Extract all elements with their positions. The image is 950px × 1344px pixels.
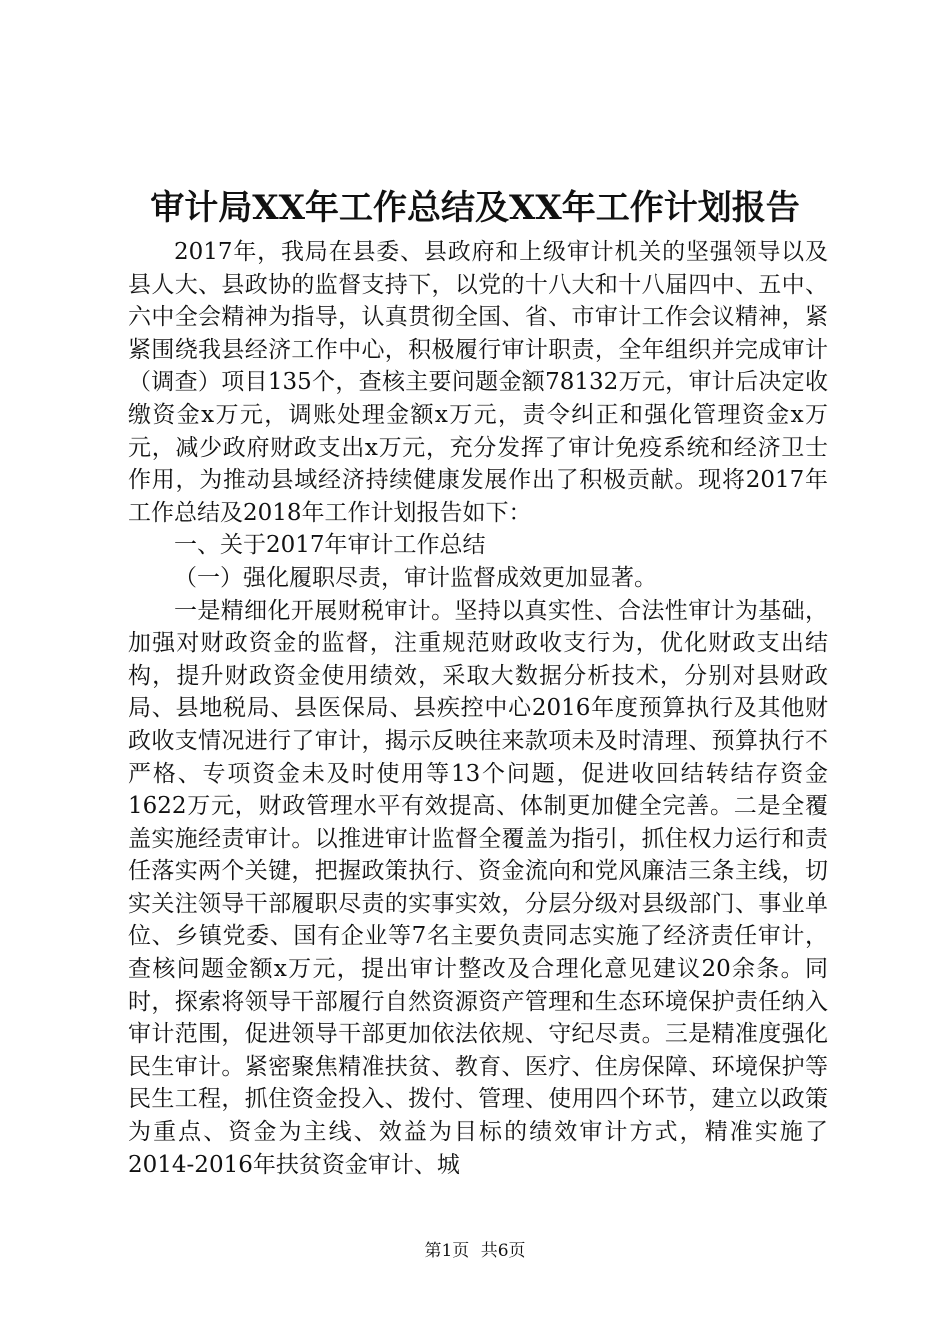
section-heading-1: 一、关于2017年审计工作总结: [174, 532, 486, 559]
subsection-heading-1: （一）强化履职尽责，审计监督成效更加显著。: [174, 564, 657, 591]
document-body: [128, 236, 828, 1181]
paragraph-audit-details: 一是精细化开展财税审计。坚持以真实性、合法性审计为基础，加强对财政资金的监督，注重规范财政收支行为，优化财政支出结构，提升财政资金使用绩效，采取大数据分析技术，分别对县财政局、县地税局、县医保局、县疾控中心2016年度预算执行及其他财政收支情况进行了审计，揭示反映往来款项未及时清理、预算执行不严格、专项资金未及时使用等13个问题，促进收回结转结存资金1622万元，财政管理水平有效提高、体制更加健全完善。二是全覆盖实施经责审计。以推进审计监督全覆盖为指引，抓住权力运行和责任落实两个关键，把握政策执行、资金流向和党风廉洁三条主线，切实关注领导干部履职尽责的实事实效，分层分级对县级部门、事业单位、乡镇党委、国有企业等7名主要负责同志实施了经济责任审计，查核问题金额x万元，提出审计整改及合理化意见建议20余条。同时，探索将领导干部履行自然资源资产管理和生态环境保护责任纳入审计范围，促进领导干部更加依法依规、守纪尽责。三是精准度强化民生审计。紧密聚焦精准扶贫、教育、医疗、住房保障、环境保护等民生工程，抓住资金投入、拨付、管理、使用四个环节，建立以政策为重点、资金为主线、效益为目标的绩效审计方式，精准实施了2014-2016年扶贫资金审计、城: [128, 597, 828, 1178]
page-number: 第1页: [424, 1241, 470, 1261]
document-title: 审计局XX年工作总结及XX年工作计划报告: [150, 188, 800, 228]
paragraph-intro: 2017年，我局在县委、县政府和上级审计机关的坚强领导以及县人大、县政协的监督支持下，以党的十八大和十八届四中、五中、六中全会精神为指导，认真贯彻全国、省、市审计工作会议精神，紧紧围绕我县经济工作中心，积极履行审计职责，全年组织并完成审计（调查）项目135个，查核主要问题金额78132万元，审计后决定收缴资金x万元，调账处理金额x万元，责令纠正和强化管理资金x万元，减少政府财政支出x万元，充分发挥了审计免疫系统和经济卫士作用，为推动县域经济持续健康发展作出了积极贡献。现将2017年工作总结及2018年工作计划报告如下：: [128, 239, 828, 526]
page-footer: [0, 1240, 950, 1262]
page-total: 共6页: [480, 1241, 526, 1261]
